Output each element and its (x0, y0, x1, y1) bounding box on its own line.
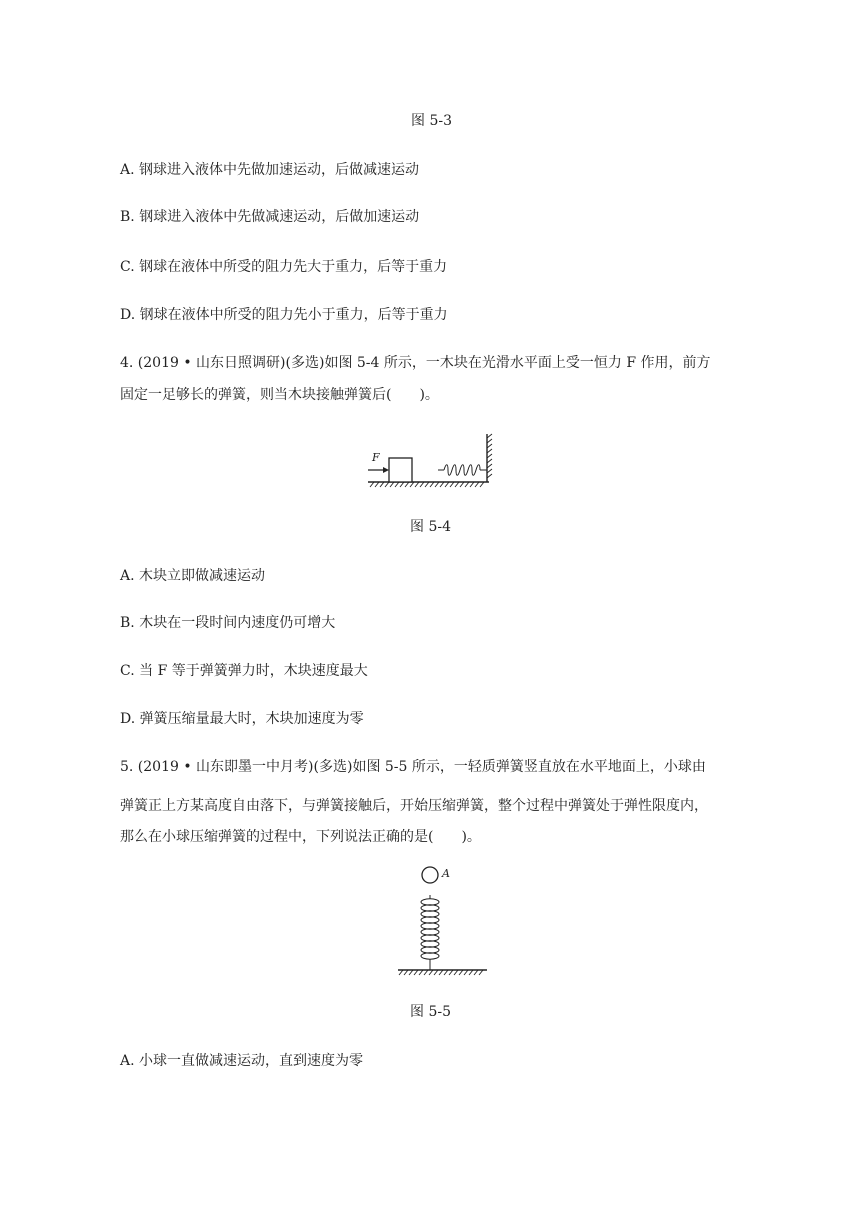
q4-option-a: A. 木块立即做减速运动 (120, 568, 266, 584)
figure-caption-5-4: 图 5-4 (410, 519, 451, 535)
q4-stem-line-1: 4. (2019 • 山东日照调研)(多选)如图 5-4 所示，一木块在光滑水平面上受一恒力 F 作用，前方 (120, 355, 711, 371)
figure-caption-5-5: 图 5-5 (410, 1004, 451, 1020)
q3-option-b: B. 钢球进入液体中先做减速运动，后做加速运动 (120, 209, 420, 225)
figure-5-5 (395, 862, 495, 982)
q3-option-a: A. 钢球进入液体中先做加速运动，后做减速运动 (120, 162, 420, 178)
q5-stem-line-2: 弹簧正上方某高度自由落下，与弹簧接触后，开始压缩弹簧，整个过程中弹簧处于弹性限度内， (120, 798, 708, 814)
q3-option-d: D. 钢球在液体中所受的阻力先小于重力，后等于重力 (120, 307, 448, 323)
q5-stem-line-1: 5. (2019 • 山东即墨一中月考)(多选)如图 5-5 所示，一轻质弹簧竖直放在水平地面上，小球由 (120, 759, 706, 775)
q4-option-c: C. 当 F 等于弹簧弹力时，木块速度最大 (120, 663, 368, 679)
figure-caption-5-3: 图 5-3 (411, 113, 452, 129)
q3-option-c: C. 钢球在液体中所受的阻力先大于重力，后等于重力 (120, 259, 448, 275)
q4-option-d: D. 弹簧压缩量最大时，木块加速度为零 (120, 711, 364, 727)
q5-option-a: A. 小球一直做减速运动，直到速度为零 (120, 1053, 364, 1069)
force-label: F (372, 451, 380, 464)
q4-stem-line-2: 固定一足够长的弹簧，则当木块接触弹簧后( )。 (120, 387, 439, 403)
q5-stem-line-3: 那么在小球压缩弹簧的过程中，下列说法正确的是( )。 (120, 829, 481, 845)
q4-option-b: B. 木块在一段时间内速度仍可增大 (120, 615, 336, 631)
figure-5-4 (362, 430, 502, 494)
ball-label: A (442, 867, 450, 880)
